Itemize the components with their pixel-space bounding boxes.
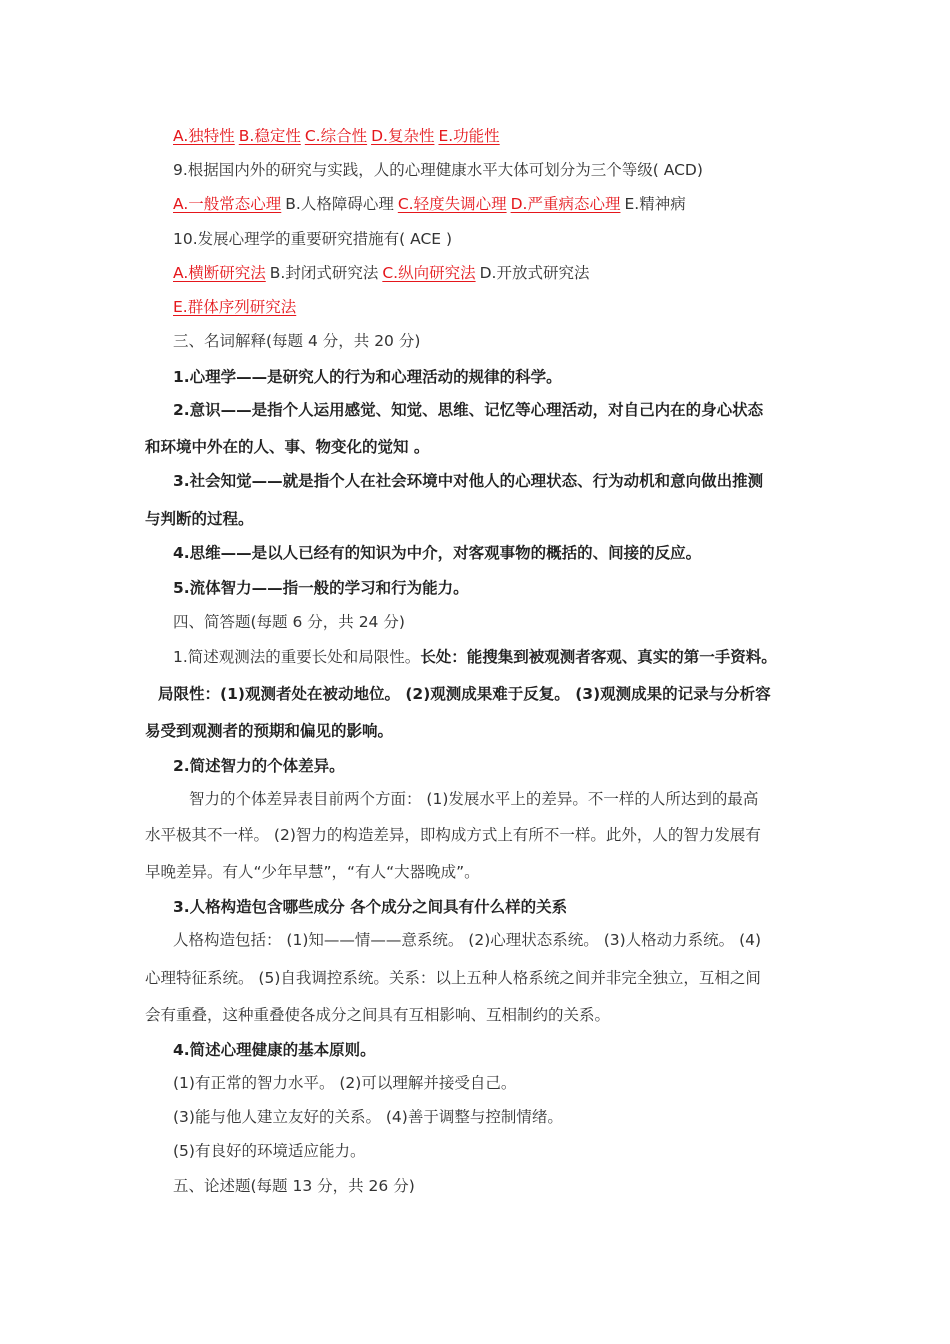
q9-option-e: E.精神病 xyxy=(624,195,686,213)
sa2-line3: 早晚差异。有人“少年早慧”，“有人“大器晚成”。 xyxy=(145,863,480,881)
term-2-line2: 和环境中外在的人、事、物变化的觉知 。 xyxy=(145,438,430,456)
term-3-line1: 3.社会知觉——就是指个人在社会环境中对他人的心理状态、行为动机和意向做出推测 xyxy=(173,472,764,490)
term-4: 4.思维——是以人已经有的知识为中介，对客观事物的概括的、间接的反应。 xyxy=(173,544,702,562)
sa3-title: 3.人格构造包含哪些成分 各个成分之间具有什么样的关系 xyxy=(173,898,568,916)
q10-option-a: A.横断研究法 xyxy=(173,264,266,282)
sa4-line2: (3)能与他人建立友好的关系。 (4)善于调整与控制情绪。 xyxy=(173,1108,563,1126)
q9-option-b: B.人格障碍心理 xyxy=(285,195,394,213)
sa4-line1: (1)有正常的智力水平。 (2)可以理解并接受自己。 xyxy=(173,1074,517,1092)
q10-question: 10.发展心理学的重要研究措施有( ACE ) xyxy=(173,230,453,248)
term-3-line2: 与判断的过程。 xyxy=(145,510,254,528)
q10-option-e: E.群体序列研究法 xyxy=(173,298,297,316)
q9-option-c: C.轻度失调心理 xyxy=(397,195,507,213)
sa1-strengths: 长处：能搜集到被观测者客观、真实的第一手资料。 xyxy=(420,648,777,666)
q9-options xyxy=(173,193,686,215)
section4-heading: 四、简答题(每题 6 分，共 24 分) xyxy=(173,613,405,631)
q10-option-e-line xyxy=(173,296,296,318)
q8-option-c: C.综合性 xyxy=(304,127,368,145)
sa1-line3: 易受到观测者的预期和偏见的影响。 xyxy=(145,722,394,740)
sa4-title: 4.简述心理健康的基本原则。 xyxy=(173,1041,376,1059)
q10-option-d: D.开放式研究法 xyxy=(479,264,590,282)
term-1: 1.心理学——是研究人的行为和心理活动的规律的科学。 xyxy=(173,368,562,386)
q10-options xyxy=(173,262,589,284)
sa1-line1 xyxy=(173,646,777,668)
q8-option-a: A.独特性 xyxy=(173,127,235,145)
term-2-line1: 2.意识——是指个人运用感觉、知觉、思维、记忆等心理活动，对自己内在的身心状态 xyxy=(173,401,764,419)
q10-option-c: C.纵向研究法 xyxy=(382,264,476,282)
sa1-line2: 局限性：(1)观测者处在被动地位。 (2)观测成果难于反复。 (3)观测成果的记录与分析容 xyxy=(158,685,771,703)
q8-options xyxy=(173,125,500,147)
q9-option-a: A.一般常态心理 xyxy=(173,195,282,213)
section5-heading: 五、论述题(每题 13 分，共 26 分) xyxy=(173,1177,415,1195)
term-5: 5.流体智力——指一般的学习和行为能力。 xyxy=(173,579,469,597)
sa3-line2: 心理特征系统。 (5)自我调控系统。关系：以上五种人格系统之间并非完全独立，互相之间 xyxy=(145,969,761,987)
sa3-line1: 人格构造包括： (1)知——情——意系统。 (2)心理状态系统。 (3)人格动力系统。 (4) xyxy=(173,931,762,949)
sa4-line3: (5)有良好的环境适应能力。 xyxy=(173,1142,366,1160)
q8-option-e: E.功能性 xyxy=(438,127,500,145)
q8-option-b: B.稳定性 xyxy=(238,127,301,145)
sa3-line3: 会有重叠，这种重叠使各成分之间具有互相影响、互相制约的关系。 xyxy=(145,1006,611,1024)
q8-option-d: D.复杂性 xyxy=(371,127,435,145)
sa2-title: 2.简述智力的个体差异。 xyxy=(173,757,345,775)
sa2-line2: 水平极其不一样。 (2)智力的构造差异，即构成方式上有所不一样。此外，人的智力发展有 xyxy=(145,826,761,844)
q9-option-d: D.严重病态心理 xyxy=(510,195,621,213)
sa2-line1: 智力的个体差异表目前两个方面： (1)发展水平上的差异。不一样的人所达到的最高 xyxy=(189,790,759,808)
section3-heading: 三、名词解释(每题 4 分，共 20 分) xyxy=(173,332,421,350)
q10-option-b: B.封闭式研究法 xyxy=(269,264,379,282)
q9-question: 9.根据国内外的研究与实践，人的心理健康水平大体可划分为三个等级( ACD) xyxy=(173,161,703,179)
sa1-question: 1.简述观测法的重要长处和局限性。 xyxy=(173,648,421,666)
